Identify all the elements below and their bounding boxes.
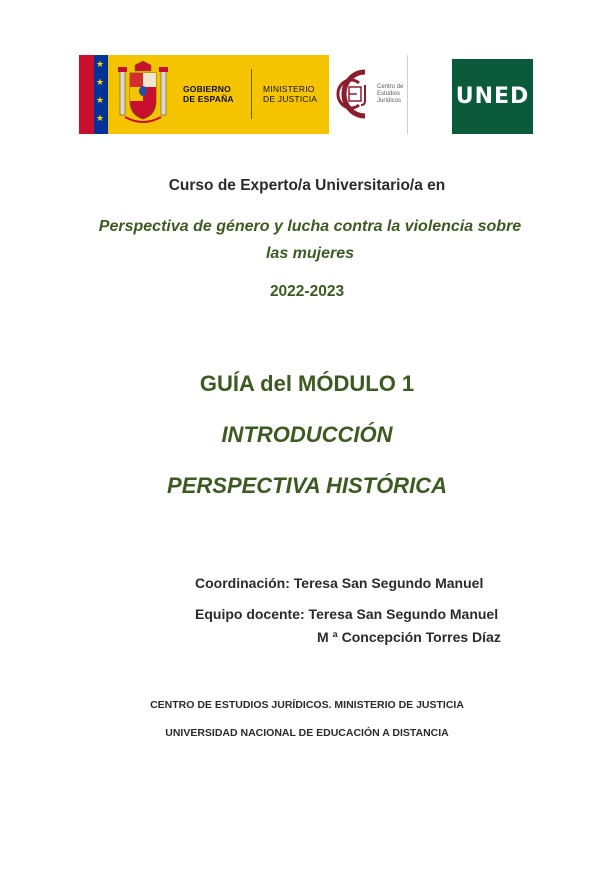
course-subject-line-1: Perspectiva de género y lucha contra la violencia sobre <box>98 218 522 235</box>
academic-years: 2022-2023 <box>269 283 345 300</box>
eu-star-icon: ★ <box>96 60 105 70</box>
module-subtitle-perspectiva: PERSPECTIVA HISTÓRICA <box>167 473 447 498</box>
institution-cej: CENTRO DE ESTUDIOS JURÍDICOS. MINISTERIO DE JUSTICIA <box>150 699 464 711</box>
cej-logo <box>333 55 411 134</box>
uned-logo-text: UNED <box>455 84 530 109</box>
eu-star-icon: ★ <box>96 96 105 106</box>
cej-line-2: Estudios <box>377 91 401 97</box>
coat-of-arms-icon <box>117 61 169 127</box>
guide-title: GUÍA del MÓDULO 1 <box>199 371 415 396</box>
flag-stripe <box>79 55 94 134</box>
eu-star-icon: ★ <box>96 114 105 124</box>
course-subject <box>70 213 550 267</box>
cej-line-3: Jurídicos <box>377 98 402 104</box>
coordination-line: Coordinación: Teresa San Segundo Manuel <box>195 575 484 591</box>
teaching-team-line: Equipo docente: Teresa San Segundo Manuel <box>195 606 499 622</box>
course-subject-line-2: las mujeres <box>265 245 355 262</box>
teaching-team-member: M ª Concepción Torres Díaz <box>317 629 501 645</box>
uned-logo <box>452 59 533 134</box>
cej-line-1: Centro de <box>377 84 404 90</box>
gobierno-espana-logo <box>79 55 329 134</box>
ministerio-text: MINISTERIO <box>263 84 315 94</box>
logo-divider <box>251 69 252 119</box>
logo-divider <box>407 55 408 134</box>
course-title: Curso de Experto/a Universitario/a en <box>168 177 446 194</box>
module-subtitle-introduccion: INTRODUCCIÓN <box>221 422 393 447</box>
espana-text: DE ESPAÑA <box>183 94 234 104</box>
justicia-text: DE JUSTICIA <box>263 94 318 104</box>
gobierno-text: GOBIERNO <box>183 84 231 94</box>
institution-uned: UNIVERSIDAD NACIONAL DE EDUCACIÓN A DISTANCIA <box>165 727 449 739</box>
cej-emblem-icon <box>335 67 379 121</box>
eu-star-icon: ★ <box>96 78 105 88</box>
